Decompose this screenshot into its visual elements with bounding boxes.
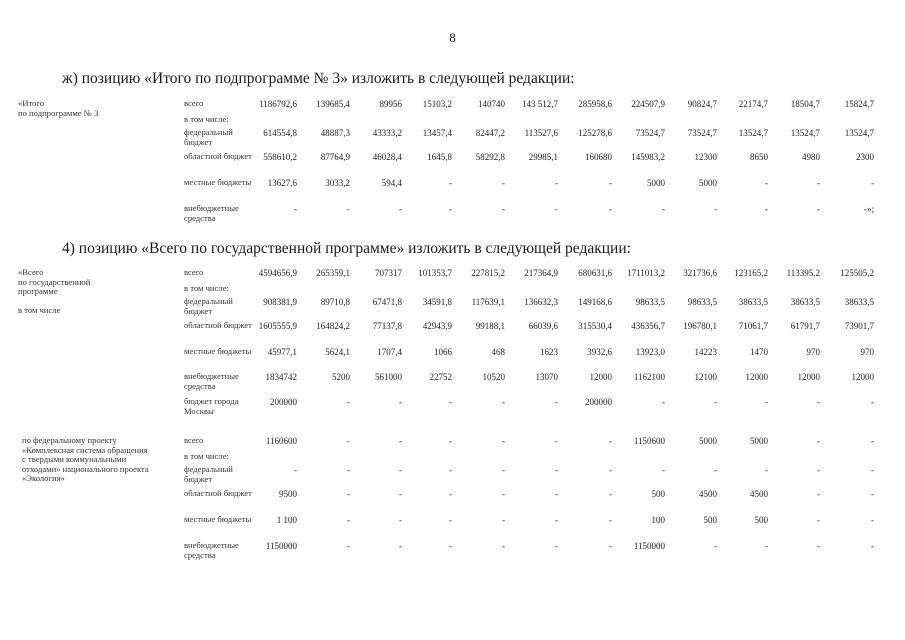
table-cell: - [502, 541, 505, 551]
table-cell: 73901,7 [844, 321, 874, 331]
table-cell: 5200 [332, 372, 350, 382]
table-cell: 58292,8 [475, 152, 505, 162]
title-line: «Всего [18, 267, 44, 277]
table-cell: - [765, 397, 768, 407]
table-cell: - [347, 436, 350, 446]
table-cell: 13524,7 [844, 128, 874, 138]
table-cell: 149168,6 [578, 297, 612, 307]
table-cell: 680631,6 [578, 268, 612, 278]
table-cell: 1605555,9 [258, 321, 297, 331]
table-cell: 321736,6 [683, 268, 717, 278]
table-cell: - [399, 489, 402, 499]
row-label: федеральный бюджет [184, 464, 233, 484]
table-cell: 125505,2 [840, 268, 874, 278]
table-cell: 48887,3 [320, 128, 350, 138]
table-cell: - [399, 465, 402, 475]
table-cell: - [555, 436, 558, 446]
table-cell: 1707,4 [377, 347, 402, 357]
table-cell: - [609, 515, 612, 525]
table-cell: 98633,5 [687, 297, 717, 307]
table-cell: 13070 [535, 372, 558, 382]
table-cell: - [714, 541, 717, 551]
table-cell: 101353,7 [418, 268, 452, 278]
table-cell: - [347, 515, 350, 525]
table-cell: 77137,8 [372, 321, 402, 331]
table-cell: - [662, 204, 665, 214]
table-cell: - [609, 204, 612, 214]
table-cell: 5000 [647, 178, 665, 188]
table-cell: - [555, 489, 558, 499]
table-cell: - [555, 397, 558, 407]
table-cell: 1834742 [265, 372, 297, 382]
table-cell: - [502, 489, 505, 499]
table-cell: 500 [703, 515, 717, 525]
table-cell: 90824,7 [687, 99, 717, 109]
table-cell: 89956 [379, 99, 402, 109]
table-cell: 38633,5 [738, 297, 768, 307]
table-cell: - [609, 436, 612, 446]
table-cell: 18504,7 [790, 99, 820, 109]
table-cell: 38633,5 [790, 297, 820, 307]
table-cell: 13627,6 [267, 178, 297, 188]
table-cell: 614554,8 [263, 128, 297, 138]
title-line: «Итого [18, 98, 45, 108]
table-cell: 13457,4 [422, 128, 452, 138]
table-cell: - [765, 541, 768, 551]
table-cell: 1160600 [265, 436, 297, 446]
row-label: в том числе: [184, 451, 229, 461]
table-cell: 5000 [750, 436, 768, 446]
table-cell: 436356,7 [631, 321, 665, 331]
table-cell: 113395,2 [786, 268, 820, 278]
table-cell: 15103,2 [422, 99, 452, 109]
table-cell: - [817, 541, 820, 551]
table-cell: 38633,5 [844, 297, 874, 307]
table-cell: 22174,7 [738, 99, 768, 109]
row-label: в том числе: [184, 283, 229, 293]
row-label: всего [184, 267, 204, 277]
title-line: «Экология» [22, 473, 65, 484]
table-cell: 73524,7 [687, 128, 717, 138]
table-cell: - [871, 178, 874, 188]
table-cell: - [817, 204, 820, 214]
row-group-title [18, 99, 178, 118]
table-cell: 1711013,2 [627, 268, 665, 278]
table-cell: 14223 [694, 347, 717, 357]
table-cell: - [609, 541, 612, 551]
table-cell: - [765, 465, 768, 475]
table-cell: - [399, 397, 402, 407]
table-cell: - [502, 178, 505, 188]
table-cell: 1150000 [265, 541, 297, 551]
table-cell: 4500 [750, 489, 768, 499]
table-cell: - [714, 397, 717, 407]
table-cell: - [449, 465, 452, 475]
row-label: федеральный бюджет [184, 296, 233, 316]
table-cell: 46028,4 [372, 152, 402, 162]
table-cell: - [817, 397, 820, 407]
table-cell: - [609, 178, 612, 188]
table-cell: - [294, 204, 297, 214]
table-cell: 99188,1 [475, 321, 505, 331]
table-cell: - [871, 465, 874, 475]
table-cell: 12000 [797, 372, 820, 382]
table-cell: 1066 [434, 347, 452, 357]
table-cell: 42943,9 [422, 321, 452, 331]
table-cell: 970 [860, 347, 874, 357]
table-cell: - [609, 489, 612, 499]
table-cell: 113527,6 [524, 128, 558, 138]
table-cell: 5000 [699, 436, 717, 446]
table-cell: - [871, 515, 874, 525]
table-cell: 3033,2 [325, 178, 350, 188]
table-cell: - [714, 204, 717, 214]
table-cell: 4594656,9 [258, 268, 297, 278]
table-cell: - [502, 436, 505, 446]
table-cell: - [502, 397, 505, 407]
table-cell: - [502, 465, 505, 475]
table-cell: - [871, 541, 874, 551]
table-cell: 82447,2 [475, 128, 505, 138]
title-line: «Комплексная система обращения [22, 444, 148, 455]
table-cell: - [347, 541, 350, 551]
table-cell: - [449, 515, 452, 525]
table-cell: 140740 [478, 99, 505, 109]
table-cell: 908381,9 [263, 297, 297, 307]
table-cell: 5624,1 [325, 347, 350, 357]
table-cell: 43333,2 [372, 128, 402, 138]
table-cell: 12000 [589, 372, 612, 382]
table-cell: 468 [491, 347, 505, 357]
table-cell: - [765, 178, 768, 188]
table-cell: 13923,0 [635, 347, 665, 357]
table-cell: 125278,6 [578, 128, 612, 138]
row-label: в том числе: [184, 114, 229, 124]
table-cell: 500 [754, 515, 768, 525]
table-cell: 87764,9 [320, 152, 350, 162]
table-cell: 594,4 [381, 178, 402, 188]
table-cell: - [449, 436, 452, 446]
table-cell: 1623 [540, 347, 558, 357]
table-cell: - [449, 178, 452, 188]
table-cell: - [609, 465, 612, 475]
table-cell: - [399, 204, 402, 214]
table-cell: 217364,9 [524, 268, 558, 278]
table-cell: 3932,6 [587, 347, 612, 357]
page-number: 8 [449, 30, 456, 45]
row-label: местные бюджеты [184, 346, 252, 356]
table-cell: 500 [651, 489, 665, 499]
table-cell: 123165,2 [734, 268, 768, 278]
table-cell: - [449, 397, 452, 407]
table-cell: 61791,7 [790, 321, 820, 331]
table-cell: 117639,1 [471, 297, 505, 307]
table-cell: 285958,6 [578, 99, 612, 109]
row-label: бюджет города Москвы [184, 396, 239, 416]
table-cell: 12300 [694, 152, 717, 162]
table-cell: 22752 [429, 372, 452, 382]
table-cell: 227815,2 [471, 268, 505, 278]
title-line: с твердыми коммунальными [22, 454, 127, 465]
table-cell: 13524,7 [790, 128, 820, 138]
table-cell: 1645,8 [427, 152, 452, 162]
row-label: внебюджетные средства [184, 371, 239, 391]
table-cell: - [662, 465, 665, 475]
table-cell: - [817, 178, 820, 188]
table-cell: - [449, 541, 452, 551]
table-cell: 1162100 [633, 372, 665, 382]
table-cell: 200000 [270, 397, 297, 407]
row-label: всего [184, 98, 204, 108]
section-heading: ж) позицию «Итого по подпрограмме № 3» изложить в следующей редакции: [62, 70, 575, 87]
title-line: отходами» национального проекта [22, 463, 149, 474]
table-cell: - [399, 541, 402, 551]
table-cell: 13524,7 [738, 128, 768, 138]
table-cell: - [399, 436, 402, 446]
table-cell: - [871, 436, 874, 446]
table-cell: 970 [806, 347, 820, 357]
table-cell: 67471,8 [372, 297, 402, 307]
table-cell: - [817, 489, 820, 499]
table-cell: 561000 [375, 372, 402, 382]
table-cell: 1150000 [633, 541, 665, 551]
table-cell: 265359,1 [316, 268, 350, 278]
table-cell: - [555, 465, 558, 475]
table-cell: 45977,1 [267, 347, 297, 357]
row-label: областной бюджет [184, 488, 252, 498]
row-label: всего [184, 435, 204, 445]
table-cell: - [399, 515, 402, 525]
table-cell: 224507,9 [631, 99, 665, 109]
row-group-title [22, 436, 182, 484]
table-cell: 1186792,6 [259, 99, 297, 109]
table-cell: - [502, 204, 505, 214]
table-cell: 315530,4 [578, 321, 612, 331]
table-cell: - [555, 204, 558, 214]
table-cell: 164824,2 [316, 321, 350, 331]
table-cell: 12000 [745, 372, 768, 382]
row-label: местные бюджеты [184, 514, 252, 524]
table-cell: 73524,7 [635, 128, 665, 138]
table-cell: - [347, 204, 350, 214]
table-cell: - [817, 436, 820, 446]
table-cell: 4500 [699, 489, 717, 499]
table-cell: - [449, 489, 452, 499]
table-cell: 200000 [585, 397, 612, 407]
table-cell: 4980 [802, 152, 820, 162]
table-cell: 9500 [279, 489, 297, 499]
table-cell: - [347, 465, 350, 475]
section-heading: 4) позицию «Всего по государственной программе» изложить в следующей редакции: [62, 240, 631, 257]
table-cell: - [714, 465, 717, 475]
table-cell: 143 512,7 [522, 99, 558, 109]
table-cell: - [817, 465, 820, 475]
table-cell: - [871, 489, 874, 499]
row-label: областной бюджет [184, 320, 252, 330]
table-cell: - [555, 178, 558, 188]
row-label: федеральный бюджет [184, 127, 233, 147]
table-cell: 196780,1 [683, 321, 717, 331]
table-cell: 98633,5 [635, 297, 665, 307]
table-cell: 15824,7 [844, 99, 874, 109]
table-cell: 2300 [856, 152, 874, 162]
table-cell: 558610,2 [263, 152, 297, 162]
table-cell: 66039,6 [528, 321, 558, 331]
title-line: по государственной [18, 276, 91, 287]
table-cell: - [871, 397, 874, 407]
table-cell: - [817, 515, 820, 525]
table-cell: - [555, 515, 558, 525]
table-cell: 29985,1 [528, 152, 558, 162]
table-cell: 100 [651, 515, 665, 525]
row-label: местные бюджеты [184, 177, 252, 187]
table-cell: 707317 [375, 268, 402, 278]
title-line: программе [18, 286, 58, 297]
table-cell: 10520 [482, 372, 505, 382]
title-line: в том числе [18, 305, 61, 316]
table-cell: - [555, 541, 558, 551]
table-cell: 34591,8 [422, 297, 452, 307]
table-cell: 145983,2 [631, 152, 665, 162]
table-cell: 139685,4 [316, 99, 350, 109]
table-cell: - [294, 465, 297, 475]
table-cell: 8650 [750, 152, 768, 162]
table-cell: - [502, 515, 505, 525]
table-cell: -»; [864, 204, 874, 214]
table-cell: - [347, 397, 350, 407]
table-cell: - [662, 397, 665, 407]
table-cell: 136632,3 [524, 297, 558, 307]
table-cell: 71061,7 [738, 321, 768, 331]
title-line: по федеральному проекту [22, 435, 117, 445]
row-group-title [18, 268, 178, 316]
row-label: внебюджетные средства [184, 203, 239, 223]
table-cell: 89710,8 [320, 297, 350, 307]
table-cell: 1 100 [276, 515, 297, 525]
row-label: внебюджетные средства [184, 540, 239, 560]
table-cell: - [449, 204, 452, 214]
table-cell: 1150600 [633, 436, 665, 446]
table-cell: 160680 [585, 152, 612, 162]
table-cell: 5000 [699, 178, 717, 188]
table-cell: - [347, 489, 350, 499]
table-cell: 12100 [694, 372, 717, 382]
row-label: областной бюджет [184, 151, 252, 161]
table-cell: 12000 [851, 372, 874, 382]
table-cell: - [765, 204, 768, 214]
title-line: по подпрограмме № 3 [18, 107, 99, 118]
table-cell: 1470 [750, 347, 768, 357]
